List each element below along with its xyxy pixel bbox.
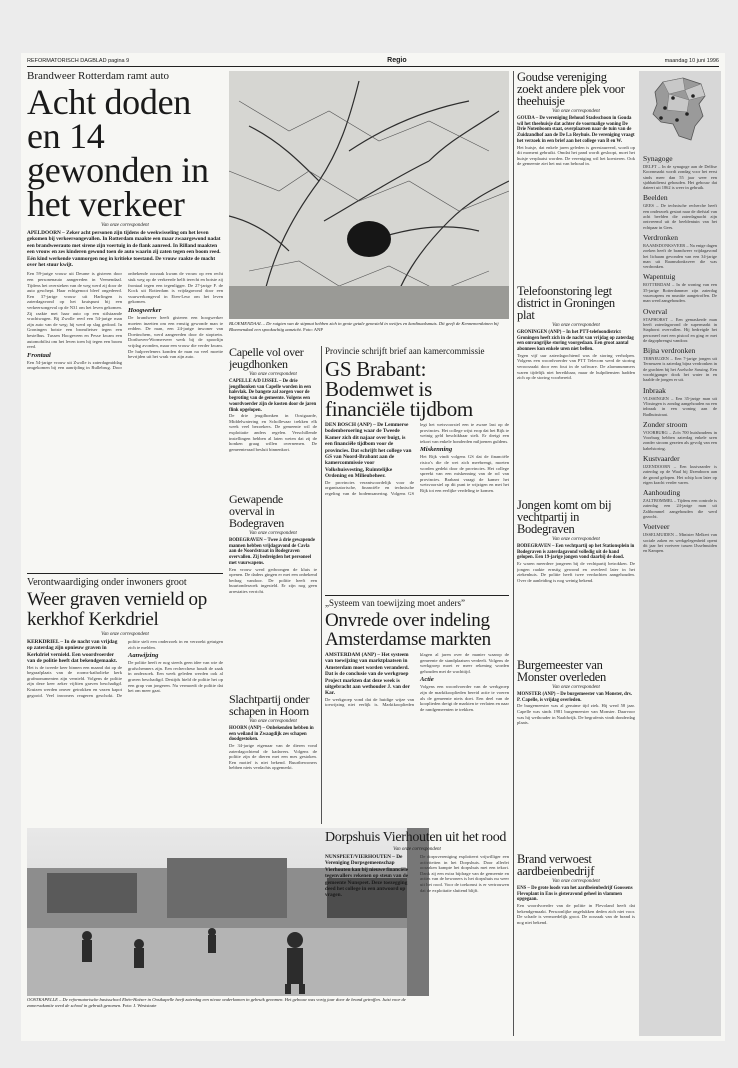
article-lead: NUNSPEET/VIERHOUTEN – De Vereniging Dorpsgemeenschap Vierhouten kan bij nieuwe financiële tegenvallers rekenen op steun van de gemeente Nunspeet. Deze toezegging deed het college in een antwoord op vragen. bbox=[325, 854, 409, 899]
column-divider bbox=[321, 346, 322, 824]
article-body: Het Rijk vindt volgens GS dat de financiële risico's die de wet zich meebrengt, moeten worden gedekt door de provincies. Het college spreekt van een miskenning van de rol van provincies. Brabant vraagt de kamer het wetsvoorstel op dit punt te wijzigen en met het Rijk tot een eerlijke verdeling te komen. bbox=[420, 454, 509, 493]
divider bbox=[325, 595, 509, 596]
article-subhead: Hoogwerker bbox=[128, 307, 162, 314]
article-headline: Onvrede over indeling Amsterdamse markten bbox=[325, 610, 491, 650]
brief-text: STAPHORST – Een gemaskerde man heeft zaterdagavond de supermarkt in Staphorst overvallen. Hij bedreigde het personeel met een pistool en ging er met de dagopbrengst vandoor. bbox=[643, 316, 717, 343]
article-body: Een 54-jarige vrouw uit Zwolle is zaterdagmiddag omgekomen bij een aanrijding in Rullebrug. Door onbekende oorzaak kwam de vrouw op een recht stuk weg op de verkeerde helft terecht en botste zij frontaal tegen een tegenligger. De 27-jarige F. de Kock uit Rotterdam is vrijdagavond door een vuurwerkongeval in Eten-Leur om het leven gekomen. bbox=[27, 271, 223, 371]
article-byline: Van onze correspondent bbox=[101, 223, 149, 228]
article-byline: Van onze correspondent bbox=[552, 109, 600, 114]
section-title: Regio bbox=[387, 57, 407, 64]
brief-title: Verdronken bbox=[643, 232, 678, 242]
brief-item bbox=[643, 454, 717, 485]
article-headline: Brand verwoest aardbeienbedrijf bbox=[517, 853, 595, 878]
article-vechtpartij bbox=[517, 499, 635, 654]
article-body: De brandweer heeft gisteren een hoogwerker moeten inzetten om een ernstig gewonde man te redden. De man, een 24-jarige inwoner van Doetinchem, werd aangereden door de stoptrein. Dorthoven-Wormerveer werk bij de spoorlijn vrijdag avonden, maar een vrouw die verder kwam. De hulpverleners konden de man na veel moeite bevrijden uit het wrak van zijn auto. bbox=[128, 315, 223, 360]
article-lead: KERKDRIEL – In de nacht van vrijdag op zaterdag zijn opnieuw graven in Kerkdriel vernield. Een woordvoerder van de politie heeft dat bekendgemaakt. bbox=[27, 639, 118, 665]
newspaper-page bbox=[21, 53, 725, 1041]
brief-text: GEES – De technische recherche heeft een onderzoek gestart naar de diefstal van acht beelden die zaterdagnacht zijn ontvreemd uit de beeldentuin van het echtpaar in Gees. bbox=[643, 203, 717, 230]
article-subhead: Actie bbox=[420, 676, 434, 684]
article-lead: CAPELLE A/D IJSSEL – De drie jeugdhonken van Capelle worden in een halsvlak. De bangste zal zorgen voor de begroting van de gemeente. Volgens een woordvoerder zijn de kosten door de jaren flink opgelopen. bbox=[229, 379, 317, 413]
brief-text: IJSSELMUIDEN – Minister Melkert van sociale zaken en werkgelegenheid opent dit jaar het voetveer tussen IJsselmuiden en Kampen. bbox=[643, 532, 717, 554]
article-body: Volgens een woordvoerder van de werkgroep zijn de marktkooplieden bereid actie te voeren als de gemeente niets doet. Een deel van de kooplieden dreigt de markten te verlaten en naar de randgemeenten te trekken. bbox=[420, 684, 509, 712]
brief-title: Beelden bbox=[643, 193, 668, 203]
article-headline: Dorpshuis Vierhouten uit het rood bbox=[325, 831, 507, 845]
article-kerkdriel bbox=[27, 577, 223, 857]
article-gs-brabant bbox=[325, 346, 509, 591]
regional-briefs-sidebar bbox=[639, 71, 721, 1036]
brief-title: Zonder stroom bbox=[643, 419, 688, 429]
article-body: De politie heeft er nog steeds geen idee van wie de grafschenners zijn. Een rechercheur houdt de zaak in onderzoek. Een week geleden werden ook al graven beschadigd. Destijds hield de politie het op een grap van jongeren. Nu vermoedt de politie dat het om meer gaat. bbox=[128, 660, 223, 694]
brief-title: Aanhouding bbox=[643, 488, 681, 498]
article-headline: Jongen komt om bij vechtpartij in Bodegraven bbox=[517, 499, 612, 536]
brief-item bbox=[643, 233, 717, 269]
article-columns bbox=[325, 422, 509, 496]
article-lead: GRONINGEN (ANP) – In het PTT-telefoondistrict Groningen heeft zich in de nacht van vrijdag op zaterdag een omvangrijke storing voorgedaan. Een groot aantal abonnees kon enkele uren niet bellen. bbox=[517, 330, 634, 353]
brief-list bbox=[643, 154, 717, 554]
brief-title: Kustvaarder bbox=[643, 453, 680, 463]
article-kicker: Provincie schrijft brief aan kamercommissie bbox=[325, 346, 485, 356]
article-byline: Van onze correspondent bbox=[249, 531, 297, 536]
article-subhead: Aanwijzing bbox=[128, 652, 159, 660]
article-lead: DEN BOSCH (ANP) – De Lemmerse bodemberoering waar de Tweede Kamer zich dit najaar over buigt, is een financiële tijdbom voor de provincies. Dat schrijft het college van GS van Noord-Brabant aan de kamercommissie voor Volkshuisvesting, Ruimtelijke Ordening en Milieubeheer. bbox=[325, 422, 412, 480]
article-hoorn bbox=[229, 693, 317, 828]
photo-caption-text: BLOEMENDAAL – De ruigten van de stipmat hebben zich in grote getale genesteld in weitjes en kardinaalsmuts. Dit geeft de Kennemerduinen bij Bloemendaal een spookachtig aanzicht. bbox=[229, 321, 499, 332]
divider bbox=[27, 573, 223, 574]
article-verkeer bbox=[27, 71, 223, 581]
article-byline: Van onze correspondent bbox=[552, 879, 600, 884]
brief-item bbox=[643, 420, 717, 451]
article-body: Er waren meerdere jongeren bij de vechtpartij betrokken. De jongen raakte ernstig gewond en overleed later in het ziekenhuis. De politie heeft twee verdachten aangehouden. Over de aanleiding is nog weinig bekend. bbox=[517, 561, 635, 583]
brief-item bbox=[643, 488, 717, 519]
article-columns bbox=[27, 271, 223, 371]
brief-text: ZALTBOMMEL – Tijdens een controle is zaterdag een 24-jarige man uit Zaltbommel aangehouden die werd gezocht. bbox=[643, 498, 717, 520]
article-kicker: Verontwaardiging onder inwoners groot bbox=[27, 577, 187, 588]
netherlands-map-icon bbox=[643, 74, 717, 146]
header-left: REFORMATORISCH DAGBLAD pagina 9 bbox=[27, 57, 130, 64]
article-headline: Burgemeester van Monster overleden bbox=[517, 659, 606, 684]
article-lead: AMSTERDAM (ANP) – Het systeem van toewijzing van marktplaatsen in Amsterdam moet worden veranderd. Dat is de conclusie van de werkgroep Project markten dat deze week is uitgebracht aan wethouder J. van der Kar. bbox=[325, 652, 410, 697]
article-aardbeienbedrijf bbox=[517, 853, 635, 1036]
column-divider bbox=[513, 71, 514, 1036]
header-date: maandag 10 juni 1996 bbox=[664, 57, 719, 64]
brief-title: Wapentuig bbox=[643, 272, 676, 282]
article-headline: GS Brabant: Bodemwet is financiële tijdbom bbox=[325, 357, 473, 421]
article-headline: Telefoonstoring legt district in Groningen plat bbox=[517, 285, 615, 322]
article-columns bbox=[325, 652, 509, 712]
brief-text: ROTTERDAM – In de woning van een 35-jarige Rotterdammer zijn zaterdag vuurwapens en munitie aangetroffen. De man werd aangehouden. bbox=[643, 282, 717, 304]
brief-title: Overval bbox=[643, 306, 668, 316]
article-lead: BODEGRAVEN – Twee à drie gewapende mannen hebben vrijdagavond de Cavla aan de Noordstraat in Bodegraven overvallen. Zij bedreigden het personeel met vuurwapens. bbox=[229, 538, 315, 566]
brief-item bbox=[643, 386, 717, 417]
article-headline: Gewapende overval in Bodegraven bbox=[229, 493, 284, 530]
article-lead: BODEGRAVEN – Een vechtpartij op het Stationsplein in Bodegraven is zaterdagavond volledig uit de hand gelopen. Een 19-jarige jongen vond daarbij de dood. bbox=[517, 544, 635, 561]
article-kicker: Brandweer Rotterdam ramt auto bbox=[27, 71, 170, 82]
brief-item bbox=[643, 346, 717, 382]
article-body: De drie jeugdhonken in Oostgaarde, Middelwatering en Schollevaar trekken elk week veel bezoekers. De gemeente wil de exploitatie anders regelen. Verschillende instellingen hebben al laten weten dat zij de honken graag willen overnemen. De gemeenteraad besluit binnenkort. bbox=[229, 413, 317, 452]
brief-text: RAAMSDONKSVEER – Na enige dagen zoeken heeft de brandweer vrijdagavond het lichaam gevonden van een 34-jarige man uit Raamsdonksveer die was verdronken. bbox=[643, 242, 717, 270]
article-lead: APELDOORN – Zeker acht personen zijn tijdens de weekwisseling om het leven gekomen bij verkeersongevallen. In Rotterdam maakte een maar zwaargewond nadat een brandweerauto met sirene zijn voertuig in de flank aanreed. In Rilland maakten een vrouw en zes kinderen gewond toen de auto waarin zij zaten tegen een boom reed. Eén kind werkende vanmorgen nog in kritieke toestand. De vrouw raakte de macht over het stuur kwijt. bbox=[27, 230, 221, 269]
article-columns bbox=[325, 854, 509, 899]
article-dorpshuis bbox=[325, 831, 509, 1036]
article-lead: GOUDA – De vereniging Behoud Stadsschoon in Gouda wil het theehuisje dat achter de voormalige woning De Drie Notenboom staat, overplaatsen naar de tuin van de Zuidzandhof aan de De La Reyhuis. De vereniging vraagt het verzoek in een brief aan het college van B en W. bbox=[517, 116, 635, 144]
article-body: Het huisje, dat enkele jaren geleden is gerestaureerd, wordt op dit moment gebruikt. Omdat het pand wordt gesloopt, moet het huisje verplaatst worden. De vereniging wil het koesteren. Ook de gemeente ziet het nut van behoud in. bbox=[517, 144, 635, 167]
article-columns bbox=[27, 639, 223, 698]
article-overval-bodegraven bbox=[229, 493, 317, 633]
photo-caption bbox=[229, 321, 509, 343]
article-lead: ENS – De grote loods van het aardbeienbedrijf Goossens Flevoplant in Ens is gisteravond geheel in vlammen opgegaan. bbox=[517, 886, 633, 903]
brief-text: VLISSINGEN – Een 35-jarige man uit Vlissingen is zondag aangehouden na een inbraak in een woning aan de Badhuisstraat. bbox=[643, 395, 717, 417]
article-body: De provincies verantwoordelijk voor de organisatorische, financiële en technische regeling van de bodemsanering. Volgens GS legt het wetsvoorstel een te zware last op de provincies. Het college wijst erop dat het Rijk te weinig geld beschikbaar stelt. Er dreigt een tekort van enkele honderden miljoenen guldens. bbox=[325, 422, 509, 496]
brief-item bbox=[643, 522, 717, 553]
brief-text: IJZENDOORN – Een kustvaarder is zaterdag op de Waal bij IJzendoorn aan de grond gelopen. Het schip kon later op eigen kracht verder varen. bbox=[643, 463, 717, 485]
article-body: De dorpsvereniging exploiteert vrijwilliger een activiteiten in het Dorpshuis. Door allerlei oorzaken kampte het dorpshuis met een tekort. Dank zij een extra bijdrage van de gemeente en acties van de bewoners is het dorpshuis nu weer uit het rood. Voor de toekomst is er vertrouwen dat de exploitatie sluitend blijft. bbox=[420, 854, 509, 893]
photo-bloemendaal bbox=[229, 71, 509, 319]
article-monster bbox=[517, 659, 635, 849]
brief-item bbox=[643, 154, 717, 190]
article-byline: Van onze correspondent bbox=[552, 323, 600, 328]
article-body: De 34-jarige eigenaar van de dieren vond zaterdagochtend de kadavers. Volgens de politie zijn de dieren met een mes gestoken. Een motief is niet bekend. Buurtbewoners hebben niets verdachts opgemerkt. bbox=[229, 743, 317, 771]
article-subhead: Miskenning bbox=[420, 446, 453, 454]
article-byline: Van onze correspondent bbox=[249, 372, 297, 377]
brief-title: Synagoge bbox=[643, 154, 673, 163]
article-byline: Van onze correspondent bbox=[249, 719, 297, 724]
brief-item bbox=[643, 307, 717, 343]
brief-title: Voetveer bbox=[643, 522, 670, 532]
article-byline: Van onze correspondent bbox=[101, 632, 149, 637]
article-headline: Acht doden en 14 gewonden in het verkeer bbox=[27, 82, 209, 224]
article-lead: MONSTER (ANP) – De burgemeester van Monster, drs. P. Capelle, is vrijdag overleden. bbox=[517, 692, 632, 703]
brief-item bbox=[643, 193, 717, 229]
dune-photo-image bbox=[229, 71, 509, 319]
article-body: Een woordvoerder van de politie in Flevoland heeft dat bekendgemaakt. Persoonlijke ongelukken deden zich niet voor. De schade is vermoedelijk groot. De oorzaak van de brand is nog niet bekend. bbox=[517, 903, 635, 925]
photo-caption-text: OOSTKAPELLE – De reformatorische basisschool Ebén-Haëzer in Oostkapelle heeft zaterdag een nieuw onderkomen in gebruik genomen. Het gebouw was vorig jaar door de brand getroffen. Juist voor de zomervakantie werd de school in gebruik genomen. bbox=[27, 997, 406, 1008]
brief-text: TERNEUZEN – Een 7-jarige jongen uit Terneuzen is zaterdag bijna verdronken in de grachten bij het Axelsche Sassing. Een voorbijganger dook het water in en haalde de jongen er uit. bbox=[643, 356, 717, 383]
brief-text: VOORBURG – Zo'n 700 huishoudens in Voorburg hebben zaterdag enkele uren zonder stroom gezeten als gevolg van een kabelstoring. bbox=[643, 429, 717, 451]
brief-item bbox=[643, 272, 717, 303]
article-body: De werkgroep vond dat de huidige wijze van toewijzing niet eerlijk is. Marktkooplieden klagen al jaren over de manier waarop de gemeente de standplaatsen verdeelt. Volgens de werkgroep moet er meer rekening worden gehouden met de wachttijd. bbox=[325, 652, 509, 708]
article-headline: Slachtpartij onder schapen in Hoorn bbox=[229, 693, 310, 718]
article-telefoonstoring bbox=[517, 285, 635, 497]
brief-text: DELFT – In de synagoge aan de Delftse Koornmarkt wordt zondag voor het eerst sinds meer dan 55 jaar weer een sjabbatdienst gehouden. Het gebouw dat dateert uit 1862 is weer in gebruik. bbox=[643, 164, 717, 191]
article-body: Een vrouw werd gedwongen de kluis te openen. De daders gingen er met een onbekend bedrag vandoor. De politie heeft een buurtonderzoek ingesteld. Er zijn nog geen arrestaties verricht. bbox=[229, 566, 317, 594]
article-body: Tegen vijf uur zaterdagochtend was de storing verholpen. Volgens een woordvoerder van PTT Telecom werd de storing veroorzaakt door een fout in de software. De alarmnummers waren tijdelijk niet bereikbaar, maar de hulpdiensten hadden zich op de storing voorbereid. bbox=[517, 352, 635, 381]
article-gouda bbox=[517, 71, 635, 283]
article-byline: Van onze correspondent bbox=[393, 847, 441, 852]
article-amsterdam-markten bbox=[325, 598, 509, 828]
article-body: Het is de tweede keer binnen een maand dat op de begraafplaats van de rooms-katholieke kerk grafmonumenten zijn vernield. Volgens de politie zijn deze keer zeker vijftien graven beschadigd. Kruizen werden omver getrokken en vazen kapot gegooid. Veel inwoners reageren geschokt. De politie stelt een onderzoek in en verzoekt getuigen zich te melden. bbox=[27, 639, 223, 698]
article-capelle bbox=[229, 346, 317, 491]
article-body: De burgemeester was al geruime tijd ziek. Hij werd 58 jaar. Capelle was sinds 1981 burgemeester van Monster. Daarvoor was hij wethouder in Naaldwijk. De begrafenis vindt donderdag plaats. bbox=[517, 703, 635, 726]
brief-title: Bijna verdronken bbox=[643, 346, 696, 356]
photo-credit: Foto: ANP bbox=[303, 326, 323, 332]
article-headline: Goudse vereniging zoekt andere plek voor theehuisje bbox=[517, 71, 625, 108]
article-lead: HOORN (ANP) – Onbekenden hebben in een weiland in Zwaagdijk zes schapen doodgestoken. bbox=[229, 726, 314, 743]
article-byline: Van onze correspondent bbox=[552, 685, 600, 690]
article-headline: Weer graven vernield op kerkhof Kerkdriel bbox=[27, 589, 207, 630]
article-headline: Capelle vol over jeugdhonken bbox=[229, 346, 304, 371]
brief-title: Inbraak bbox=[643, 385, 666, 395]
page-header bbox=[27, 55, 719, 67]
article-subhead: Frontaal bbox=[27, 351, 51, 359]
article-byline: Van onze correspondent bbox=[552, 537, 600, 542]
article-kicker: „Systeem van toewijzing moet anders” bbox=[325, 598, 465, 608]
article-body: Een 59-jarige vrouw uit Deurne is gisteren door een personenauto aangereden in Veenendaal. Tijdens het oversteken van de weg werd zij door de auto geschept. Haar echtgenoot bleef ongedeerd. Een 37-jarige vrouw uit Harlingen is zaterdagavond op het kruispunt bij een verkeersongeval op de N31 om het leven gekomen. Zij raakte met haar auto op een stilstaande vrachtwagen. Bij Zwolle reed een 54-jarige man zijn auto van de weg; hij werd op slag gedood. In Groningen botste een bromfietser tegen een bestelbus. Tussen Hoogeveen en Pesse kwam een automobilist om het leven toen hij tegen een boom reed. bbox=[27, 271, 122, 350]
photo-credit: Foto: J. Weststrate bbox=[122, 1002, 157, 1008]
